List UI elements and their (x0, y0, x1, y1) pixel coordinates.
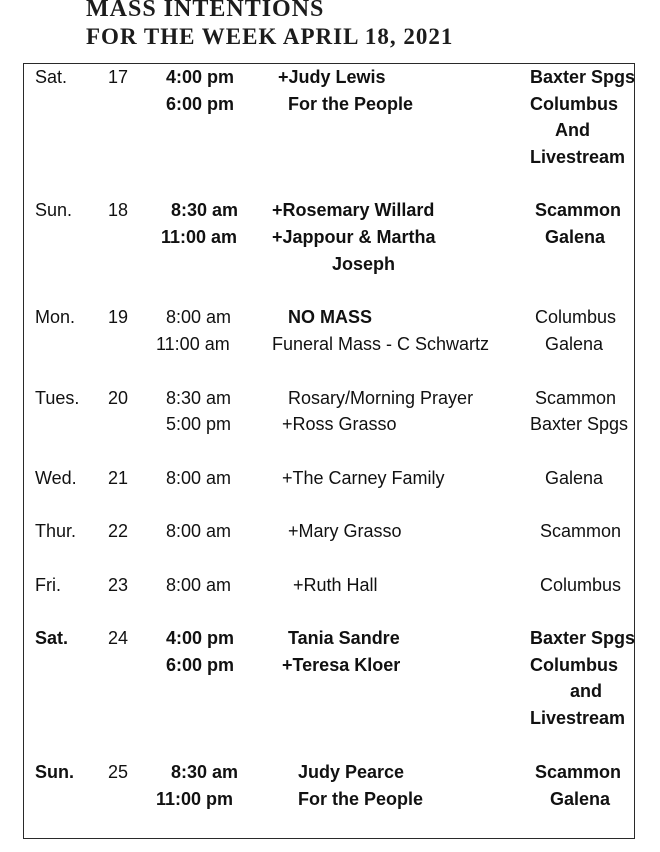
schedule-table (23, 63, 635, 839)
mass-intention: Rosary/Morning Prayer (288, 388, 474, 408)
mass-location: Columbus (530, 655, 618, 675)
mass-intention: +Mary Grasso (288, 521, 402, 541)
mass-time: 11:00 am (161, 227, 238, 247)
date-number: 22 (108, 521, 129, 541)
day-label: Sun. (35, 200, 73, 220)
mass-intention: +Ross Grasso (282, 414, 397, 434)
mass-location: Columbus (530, 94, 618, 114)
mass-intention: +The Carney Family (282, 468, 445, 488)
mass-location: Columbus (535, 307, 617, 327)
mass-location: Scammon (535, 388, 617, 408)
mass-intention: Funeral Mass - C Schwartz (272, 334, 490, 354)
day-label: Fri. (35, 575, 61, 595)
mass-time: 8:00 am (166, 307, 232, 327)
mass-intention: Judy Pearce (298, 762, 405, 782)
mass-intention: For the People (288, 94, 414, 114)
mass-time: 11:00 pm (156, 789, 234, 809)
mass-time: 8:30 am (171, 200, 239, 220)
location-continuation: And (555, 120, 590, 140)
mass-location: Columbus (540, 575, 622, 595)
mass-location: Scammon (535, 200, 622, 220)
day-label: Sat. (35, 67, 68, 87)
mass-intention: NO MASS (288, 307, 373, 327)
date-number: 18 (108, 200, 129, 220)
day-label: Wed. (35, 468, 77, 488)
day-label: Thur. (35, 521, 77, 541)
mass-location: Baxter Spgs (530, 414, 629, 434)
mass-intention: +Jappour & Martha (272, 227, 436, 247)
mass-time: 4:00 pm (166, 628, 235, 648)
mass-time: 8:00 am (166, 468, 232, 488)
mass-intention: For the People (298, 789, 424, 809)
mass-location: Galena (545, 227, 606, 247)
mass-location: Galena (545, 334, 604, 354)
mass-location: Scammon (540, 521, 622, 541)
mass-time: 8:00 am (166, 575, 232, 595)
mass-time: 6:00 pm (166, 94, 235, 114)
mass-location: Galena (550, 789, 611, 809)
mass-time: 8:30 am (166, 388, 232, 408)
mass-time: 5:00 pm (166, 414, 232, 434)
day-label: Sun. (35, 762, 74, 782)
mass-location: Galena (545, 468, 604, 488)
date-number: 17 (108, 67, 129, 87)
mass-time: 8:00 am (166, 521, 232, 541)
mass-intention: +Rosemary Willard (272, 200, 435, 220)
date-number: 25 (108, 762, 129, 782)
title-line-2: FOR THE WEEK APRIL 18, 2021 (86, 24, 454, 49)
mass-time: 8:30 am (171, 762, 239, 782)
intention-continuation: Joseph (332, 254, 396, 274)
mass-time: 6:00 pm (166, 655, 235, 675)
location-continuation: Livestream (530, 708, 626, 728)
mass-time: 11:00 am (156, 334, 230, 354)
mass-intention: +Teresa Kloer (282, 655, 401, 675)
mass-intention: +Judy Lewis (278, 67, 386, 87)
date-number: 20 (108, 388, 129, 408)
title-line-1: MASS INTENTIONS (86, 0, 325, 22)
date-number: 19 (108, 307, 129, 327)
mass-location: Baxter Spgs (530, 67, 636, 87)
location-continuation: and (570, 681, 603, 701)
date-number: 21 (108, 468, 129, 488)
mass-location: Scammon (535, 762, 622, 782)
mass-time: 4:00 pm (166, 67, 235, 87)
mass-intention: Tania Sandre (288, 628, 400, 648)
date-number: 24 (108, 628, 129, 648)
date-number: 23 (108, 575, 129, 595)
mass-location: Baxter Spgs (530, 628, 636, 648)
day-label: Mon. (35, 307, 76, 327)
location-continuation: Livestream (530, 147, 626, 167)
day-label: Tues. (35, 388, 80, 408)
day-label: Sat. (35, 628, 69, 648)
mass-intention: +Ruth Hall (293, 575, 378, 595)
